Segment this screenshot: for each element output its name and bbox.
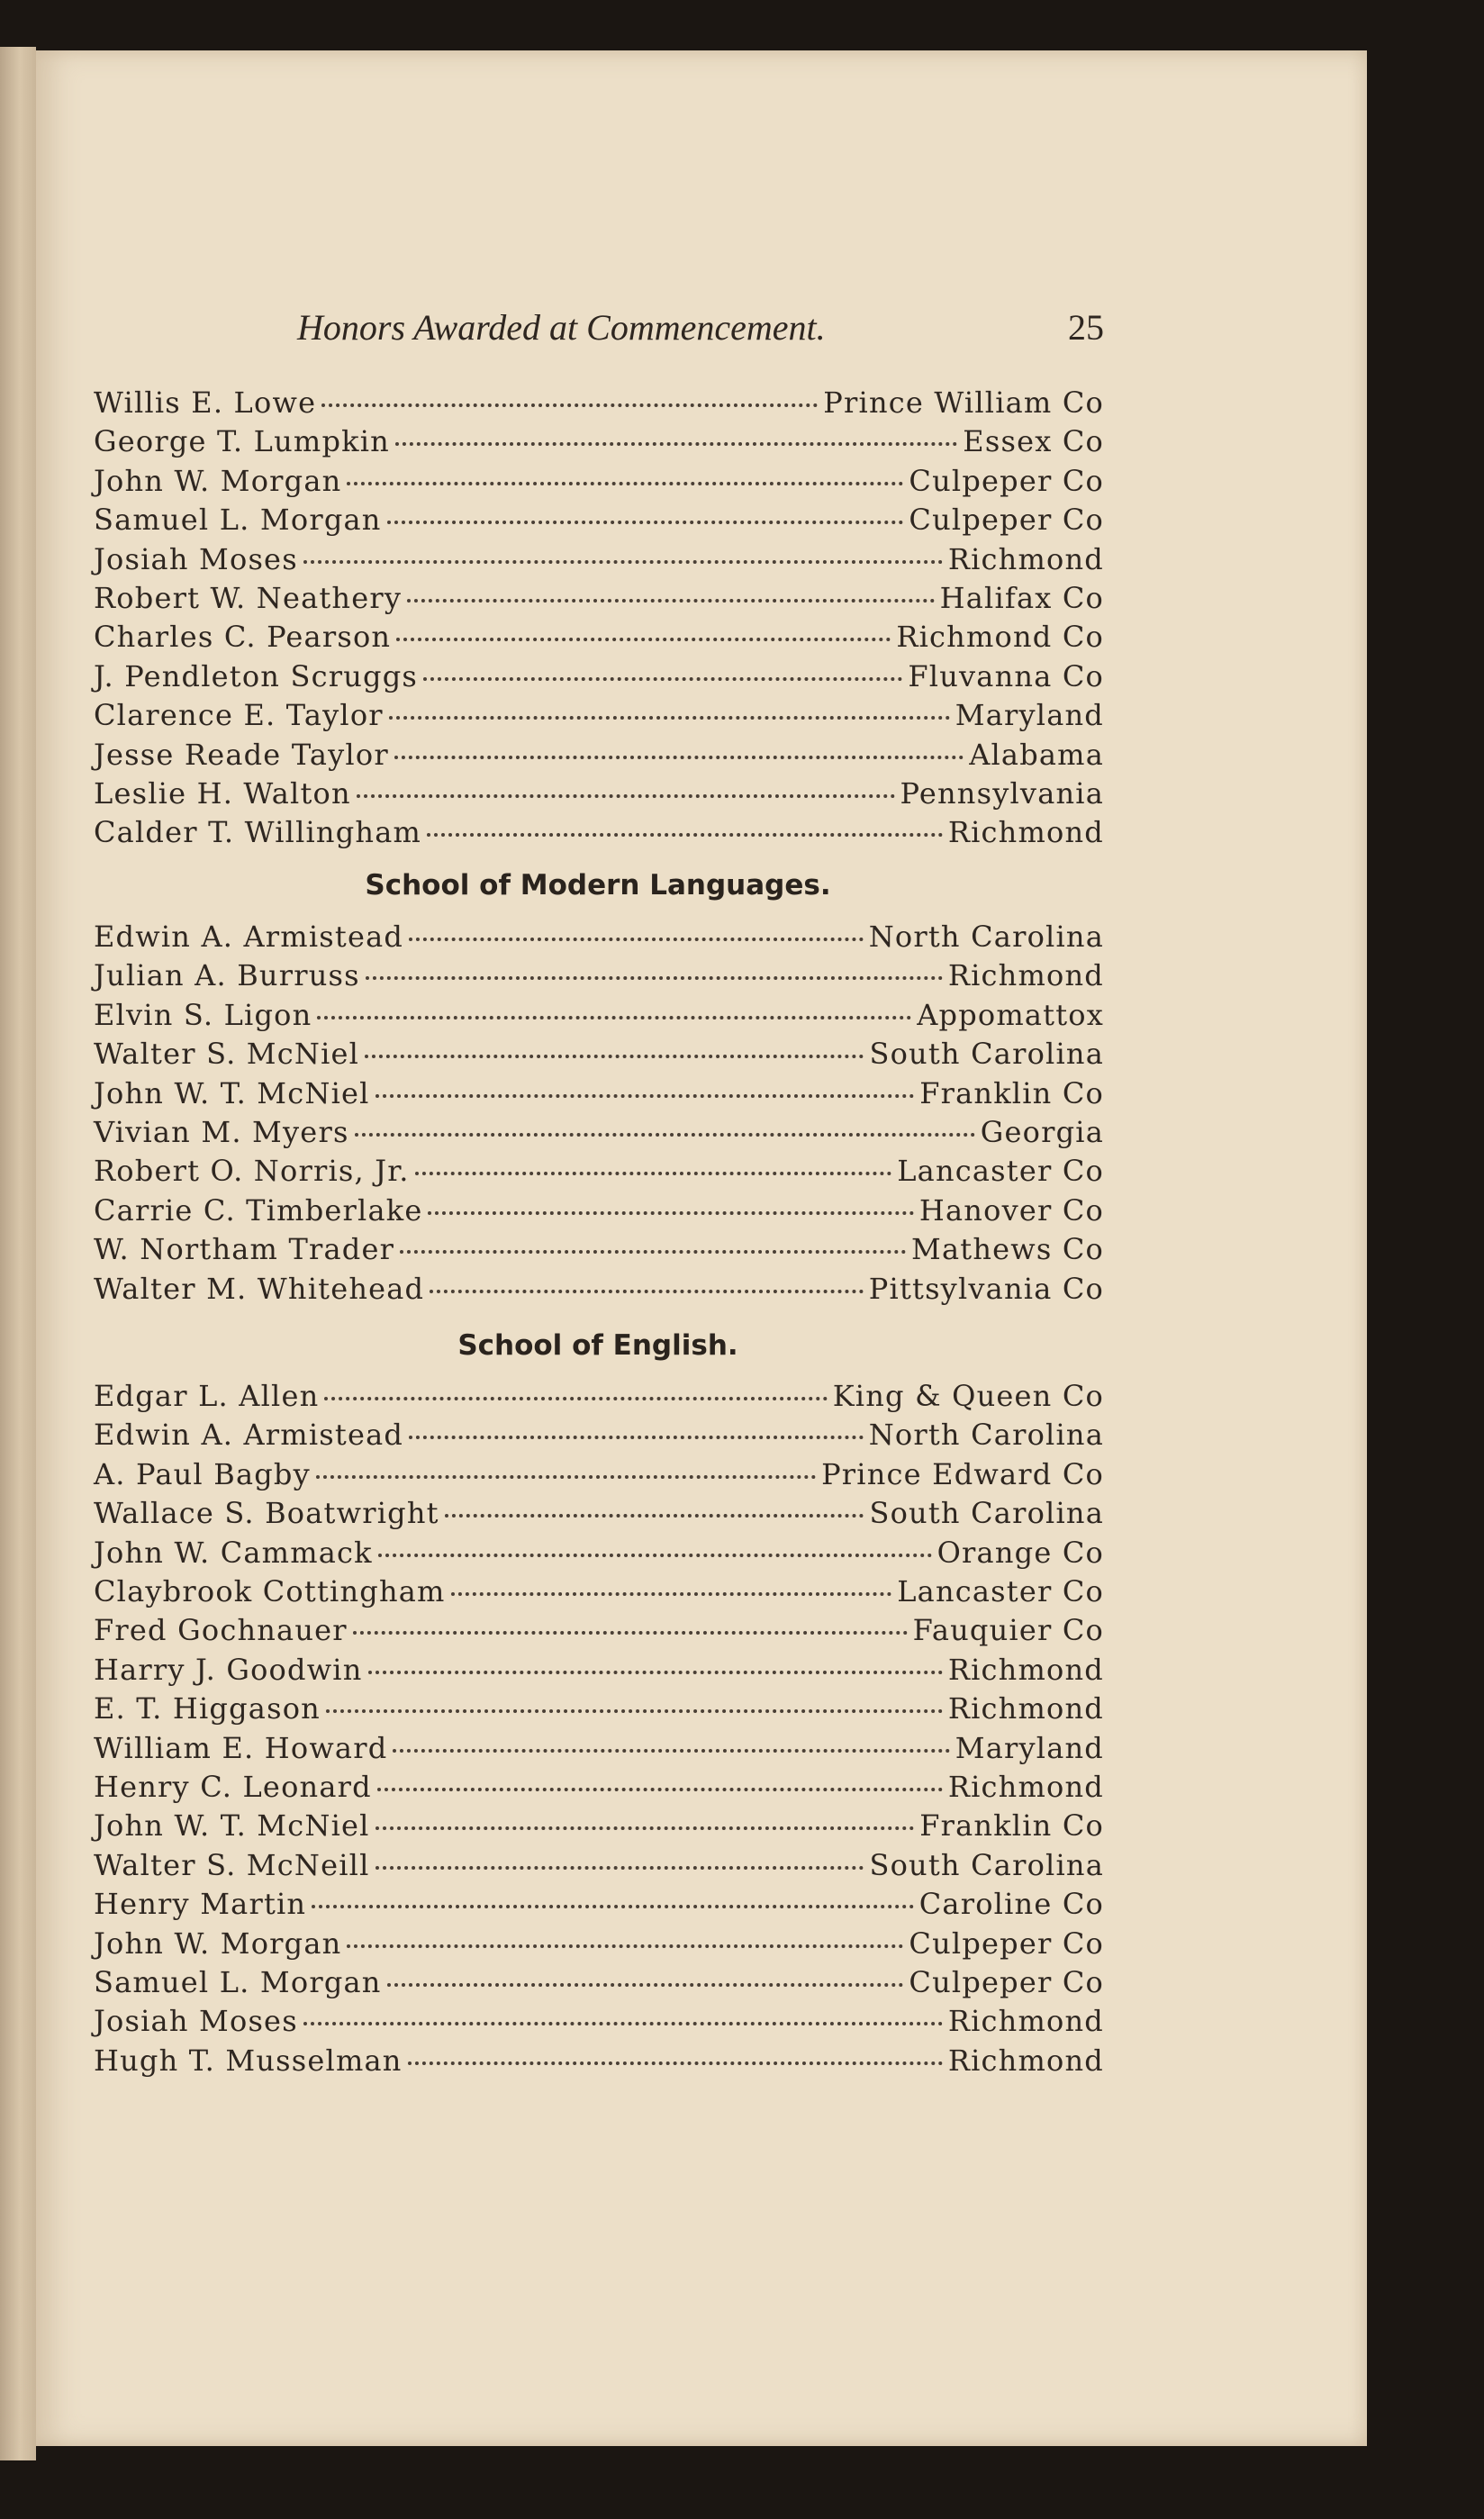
dot-leader bbox=[347, 1944, 903, 1948]
student-hometown: Richmond bbox=[947, 2004, 1104, 2038]
honor-entry bbox=[94, 738, 1104, 777]
dot-leader bbox=[317, 1016, 911, 1019]
dot-leader bbox=[377, 1788, 943, 1791]
student-name: Calder T. Willingham bbox=[94, 815, 422, 849]
honor-entry bbox=[94, 1037, 1104, 1076]
student-hometown: Fluvanna Co bbox=[908, 659, 1104, 693]
page-number: 25 bbox=[1068, 307, 1104, 348]
honor-entry bbox=[94, 503, 1104, 542]
student-hometown: Franklin Co bbox=[919, 1808, 1104, 1843]
dot-leader bbox=[366, 976, 943, 980]
honor-entry bbox=[94, 1731, 1104, 1771]
honor-entry bbox=[94, 998, 1104, 1038]
student-name: Robert O. Norris, Jr. bbox=[94, 1154, 410, 1188]
student-hometown: Orange Co bbox=[937, 1536, 1104, 1570]
dot-leader bbox=[387, 521, 904, 524]
student-hometown: Richmond bbox=[947, 958, 1104, 992]
dot-leader bbox=[415, 1172, 892, 1175]
dot-leader bbox=[387, 1983, 904, 1987]
student-name: W. Northam Trader bbox=[94, 1232, 395, 1266]
student-hometown: Prince William Co bbox=[823, 385, 1104, 420]
honor-entry bbox=[94, 424, 1104, 464]
student-hometown: Maryland bbox=[955, 1731, 1104, 1765]
student-name: Samuel L. Morgan bbox=[94, 503, 382, 537]
student-hometown: Appomattox bbox=[917, 998, 1104, 1032]
dot-leader bbox=[408, 2061, 943, 2065]
student-name: Hugh T. Musselman bbox=[94, 2043, 403, 2078]
student-name: Edwin A. Armistead bbox=[94, 920, 404, 954]
dot-leader bbox=[400, 1250, 906, 1254]
dot-leader bbox=[427, 833, 943, 837]
student-name: Edgar L. Allen bbox=[94, 1379, 320, 1413]
student-hometown: Lancaster Co bbox=[897, 1574, 1104, 1608]
honor-entry bbox=[94, 1691, 1104, 1731]
dot-leader bbox=[396, 638, 891, 641]
honor-entry bbox=[94, 1232, 1104, 1272]
book-page-edge bbox=[0, 47, 36, 2460]
honor-entry bbox=[94, 542, 1104, 582]
dot-leader bbox=[312, 1905, 913, 1908]
student-name: Clarence E. Taylor bbox=[94, 698, 384, 732]
dot-leader bbox=[376, 1826, 915, 1830]
honor-entry bbox=[94, 1574, 1104, 1614]
honor-entry bbox=[94, 1457, 1104, 1497]
student-hometown: Pittsylvania Co bbox=[868, 1272, 1104, 1306]
honor-entry bbox=[94, 1536, 1104, 1575]
honor-entry bbox=[94, 620, 1104, 659]
dot-leader bbox=[321, 403, 818, 407]
dot-leader bbox=[368, 1671, 943, 1674]
student-hometown: Fauquier Co bbox=[912, 1613, 1104, 1647]
honor-entry bbox=[94, 1154, 1104, 1193]
student-name: Walter S. McNiel bbox=[94, 1037, 360, 1071]
dot-leader bbox=[409, 938, 864, 941]
honor-entry bbox=[94, 385, 1104, 425]
student-hometown: South Carolina bbox=[869, 1496, 1104, 1530]
dot-leader bbox=[365, 1055, 864, 1058]
student-name: John W. Morgan bbox=[94, 1926, 342, 1961]
student-name: Josiah Moses bbox=[94, 2004, 298, 2038]
dot-leader bbox=[393, 1749, 949, 1753]
student-hometown: Richmond bbox=[947, 1770, 1104, 1804]
student-name: E. T. Higgason bbox=[94, 1691, 321, 1726]
dot-leader bbox=[445, 1514, 864, 1518]
honor-entry bbox=[94, 2004, 1104, 2043]
section-heading-modern-languages: School of Modern Languages. bbox=[365, 869, 831, 902]
student-hometown: Prince Edward Co bbox=[821, 1457, 1104, 1491]
student-hometown: Richmond Co bbox=[896, 620, 1104, 654]
student-hometown: Mathews Co bbox=[911, 1232, 1104, 1266]
student-name: A. Paul Bagby bbox=[94, 1457, 311, 1491]
student-hometown: Essex Co bbox=[963, 424, 1104, 458]
student-name: Willis E. Lowe bbox=[94, 385, 317, 420]
honor-entry bbox=[94, 776, 1104, 816]
dot-leader bbox=[303, 2022, 943, 2025]
student-name: John W. T. McNiel bbox=[94, 1076, 370, 1110]
dot-leader bbox=[407, 599, 935, 603]
honor-entry bbox=[94, 1613, 1104, 1653]
dot-leader bbox=[353, 1631, 908, 1635]
student-name: Wallace S. Boatwright bbox=[94, 1496, 439, 1530]
student-name: Henry C. Leonard bbox=[94, 1770, 372, 1804]
dot-leader bbox=[376, 1094, 915, 1098]
student-hometown: Richmond bbox=[947, 815, 1104, 849]
student-name: Claybrook Cottingham bbox=[94, 1574, 446, 1608]
student-name: Julian A. Burruss bbox=[94, 958, 360, 992]
student-hometown: South Carolina bbox=[869, 1848, 1104, 1882]
honor-entry bbox=[94, 1770, 1104, 1809]
student-hometown: Georgia bbox=[980, 1115, 1104, 1149]
honor-entry bbox=[94, 1653, 1104, 1692]
student-hometown: South Carolina bbox=[869, 1037, 1104, 1071]
student-name: Fred Gochnauer bbox=[94, 1613, 348, 1647]
dot-leader bbox=[423, 677, 902, 681]
dot-leader bbox=[355, 1133, 975, 1137]
student-hometown: Caroline Co bbox=[918, 1887, 1104, 1921]
student-name: Leslie H. Walton bbox=[94, 776, 351, 811]
student-hometown: Culpeper Co bbox=[909, 1926, 1104, 1961]
honor-entry bbox=[94, 698, 1104, 738]
honor-entry bbox=[94, 1115, 1104, 1155]
student-hometown: King & Queen Co bbox=[832, 1379, 1104, 1413]
honor-entry bbox=[94, 659, 1104, 699]
student-name: Josiah Moses bbox=[94, 542, 298, 576]
honor-entry bbox=[94, 2043, 1104, 2083]
student-hometown: Culpeper Co bbox=[909, 464, 1104, 498]
honor-entry bbox=[94, 1496, 1104, 1536]
student-hometown: Richmond bbox=[947, 1691, 1104, 1726]
student-hometown: Maryland bbox=[955, 698, 1104, 732]
dot-leader bbox=[347, 482, 903, 485]
student-hometown: Franklin Co bbox=[919, 1076, 1104, 1110]
dot-leader bbox=[394, 756, 964, 759]
student-hometown: North Carolina bbox=[868, 920, 1104, 954]
dot-leader bbox=[395, 442, 957, 446]
student-name: George T. Lumpkin bbox=[94, 424, 390, 458]
student-name: John W. Morgan bbox=[94, 464, 342, 498]
honor-entry bbox=[94, 958, 1104, 998]
honor-entry bbox=[94, 1887, 1104, 1926]
student-name: Jesse Reade Taylor bbox=[94, 738, 389, 772]
dot-leader bbox=[324, 1397, 827, 1400]
student-hometown: Richmond bbox=[947, 1653, 1104, 1687]
student-hometown: Lancaster Co bbox=[897, 1154, 1104, 1188]
student-hometown: Richmond bbox=[947, 542, 1104, 576]
student-hometown: Culpeper Co bbox=[909, 1965, 1104, 1999]
dot-leader bbox=[326, 1709, 943, 1713]
student-name: Elvin S. Ligon bbox=[94, 998, 312, 1032]
dot-leader bbox=[451, 1592, 892, 1596]
honor-entry bbox=[94, 464, 1104, 503]
student-name: Walter M. Whitehead bbox=[94, 1272, 425, 1306]
student-name: Edwin A. Armistead bbox=[94, 1418, 404, 1452]
dot-leader bbox=[389, 716, 950, 720]
student-hometown: North Carolina bbox=[868, 1418, 1104, 1452]
honor-entry bbox=[94, 581, 1104, 621]
honor-entry bbox=[94, 1272, 1104, 1311]
honor-entry bbox=[94, 1965, 1104, 2005]
student-name: J. Pendleton Scruggs bbox=[94, 659, 419, 693]
student-name: Vivian M. Myers bbox=[94, 1115, 349, 1149]
honor-entry bbox=[94, 1926, 1104, 1966]
student-name: Henry Martin bbox=[94, 1887, 307, 1921]
honor-entry bbox=[94, 815, 1104, 855]
student-hometown: Pennsylvania bbox=[900, 776, 1104, 811]
student-hometown: Alabama bbox=[969, 738, 1104, 772]
honor-entry bbox=[94, 1379, 1104, 1418]
honor-entry bbox=[94, 1808, 1104, 1848]
honor-entry bbox=[94, 920, 1104, 959]
honor-entry bbox=[94, 1848, 1104, 1888]
student-name: Carrie C. Timberlake bbox=[94, 1193, 423, 1228]
dot-leader bbox=[378, 1554, 932, 1557]
honor-entry bbox=[94, 1076, 1104, 1116]
dot-leader bbox=[303, 560, 943, 564]
dot-leader bbox=[316, 1475, 816, 1479]
student-hometown: Richmond bbox=[947, 2043, 1104, 2078]
student-hometown: Hanover Co bbox=[918, 1193, 1104, 1228]
honor-entry bbox=[94, 1418, 1104, 1457]
dot-leader bbox=[409, 1436, 864, 1439]
dot-leader bbox=[357, 794, 895, 798]
student-name: Walter S. McNeill bbox=[94, 1848, 370, 1882]
student-name: Samuel L. Morgan bbox=[94, 1965, 382, 1999]
running-title: Honors Awarded at Commencement. bbox=[297, 307, 826, 348]
student-name: John W. Cammack bbox=[94, 1536, 373, 1570]
dot-leader bbox=[430, 1290, 864, 1293]
student-name: Charles C. Pearson bbox=[94, 620, 392, 654]
honor-entry bbox=[94, 1193, 1104, 1233]
student-name: William E. Howard bbox=[94, 1731, 388, 1765]
student-name: John W. T. McNiel bbox=[94, 1808, 370, 1843]
student-hometown: Culpeper Co bbox=[909, 503, 1104, 537]
student-hometown: Halifax Co bbox=[939, 581, 1104, 615]
dot-leader bbox=[428, 1211, 913, 1215]
student-name: Robert W. Neathery bbox=[94, 581, 403, 615]
section-heading-english: School of English. bbox=[457, 1329, 738, 1362]
student-name: Harry J. Goodwin bbox=[94, 1653, 363, 1687]
dot-leader bbox=[376, 1866, 864, 1870]
